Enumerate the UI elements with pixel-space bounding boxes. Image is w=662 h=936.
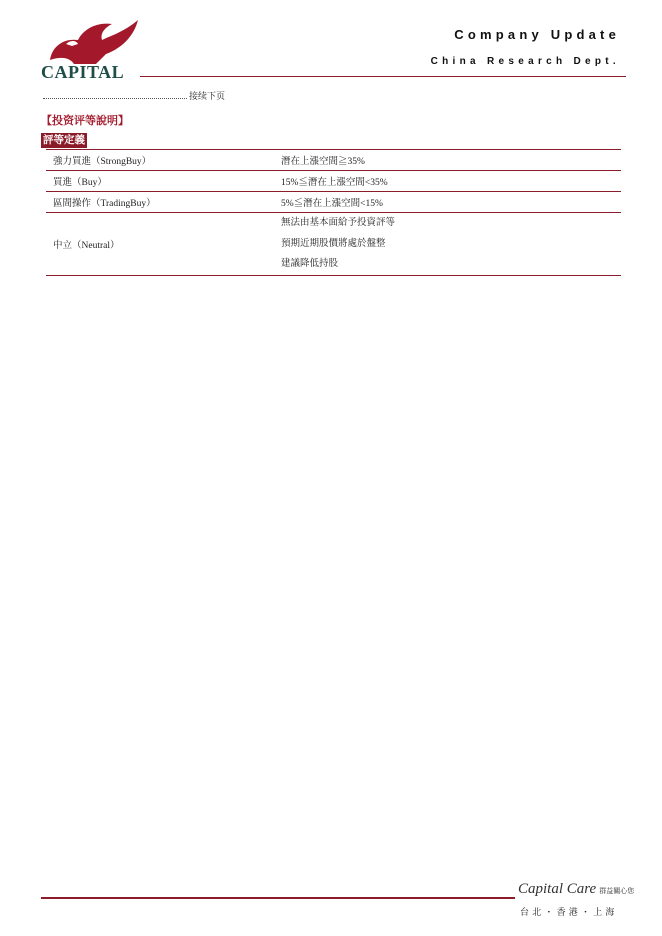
rating-definition-badge: 評等定義 [43, 134, 85, 146]
logo-wordmark: CAPITAL [41, 62, 125, 82]
header-divider [140, 76, 626, 77]
rating-name: 區間操作（TradingBuy） [46, 192, 275, 213]
rating-name: 強力買進（StrongBuy） [46, 150, 275, 171]
table-row [46, 150, 621, 171]
criteria-line: 無法由基本面給予投資評等 [281, 218, 396, 228]
footer-brand [518, 880, 634, 898]
footer-cities: 台北・香港・上海 [520, 907, 618, 917]
report-type-title: Company Update [454, 27, 620, 42]
criteria-line: 預期近期股價將處於盤整 [281, 238, 386, 249]
rating-criteria: 15%≦潛在上漲空間<35% [275, 171, 621, 192]
continuation-text: 接续下页 [189, 91, 226, 101]
rating-table [46, 149, 621, 276]
criteria-line: 建議降低持股 [281, 259, 339, 269]
continuation-note [43, 89, 225, 102]
footer-divider [41, 897, 515, 899]
capital-care-script: Capital Care [518, 881, 597, 897]
rating-criteria: 潛在上漲空間≧35% [275, 150, 621, 171]
rating-criteria: 5%≦潛在上漲空間<15% [275, 192, 621, 213]
rating-name: 中立（Neutral） [46, 213, 275, 276]
table-row [46, 213, 621, 276]
leader-dots [43, 91, 187, 99]
section-title: 【投资评等說明】 [41, 115, 129, 127]
department-subtitle: China Research Dept. [430, 56, 620, 67]
table-row [46, 192, 621, 213]
brand-slogan: 群益關心您 [599, 888, 635, 895]
rating-criteria [275, 213, 621, 276]
rating-name: 買進（Buy） [46, 171, 275, 192]
table-row [46, 171, 621, 192]
